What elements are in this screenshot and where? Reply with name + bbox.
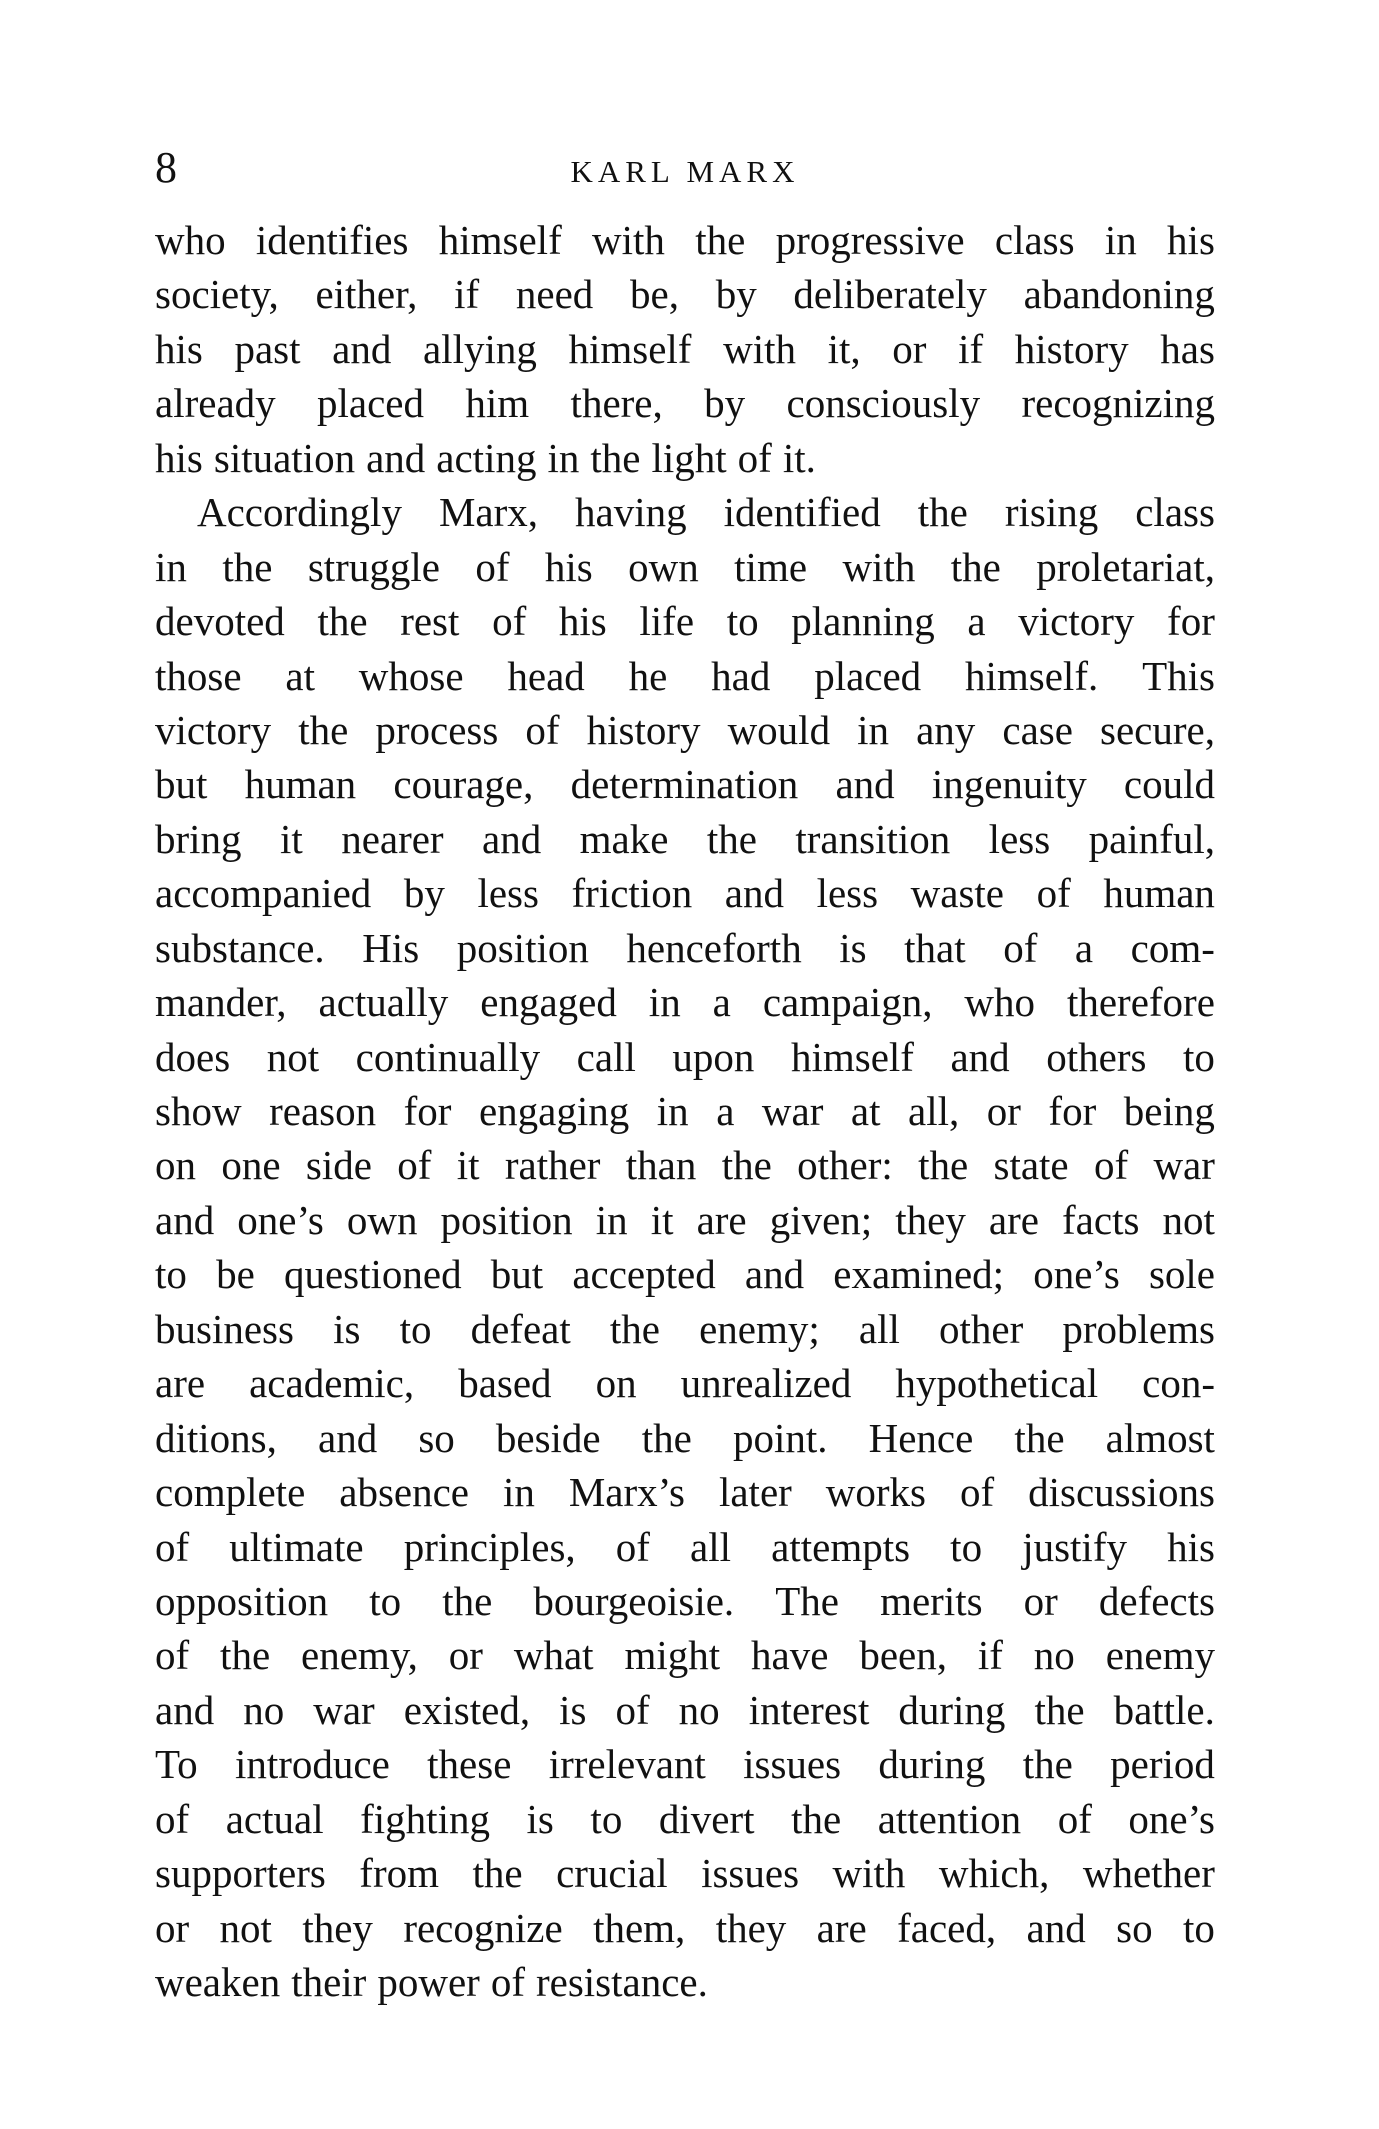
body-text xyxy=(155,213,1215,2009)
text-line: of actual fighting is to divert the attention of one’s xyxy=(155,1795,1215,1842)
text-line: are academic, based on unrealized hypothetical con- xyxy=(155,1360,1215,1407)
text-line: business is to defeat the enemy; all other problems xyxy=(155,1305,1215,1352)
text-line: of the enemy, or what might have been, if no enemy xyxy=(155,1632,1215,1679)
text-line: or not they recognize them, they are faced, and so to xyxy=(155,1904,1215,1951)
text-line: who identifies himself with the progressive class in his xyxy=(155,217,1215,263)
text-line: his past and allying himself with it, or if history has xyxy=(155,325,1215,372)
text-line: show reason for engaging in a war at all, or for being xyxy=(155,1088,1215,1134)
text-line: to be questioned but accepted and examined; one’s sole xyxy=(155,1251,1215,1298)
text-line: complete absence in Marx’s later works of discussions xyxy=(155,1469,1215,1516)
text-line: those at whose head he had placed himself. This xyxy=(155,652,1215,699)
text-line: but human courage, determination and ingenuity could xyxy=(155,761,1215,808)
text-line: opposition to the bourgeoisie. The merits or defects xyxy=(155,1577,1215,1624)
text-line: victory the process of history would in any case secure, xyxy=(155,706,1215,753)
text-line: and one’s own position in it are given; they are facts not xyxy=(155,1196,1215,1243)
page-header xyxy=(155,140,1215,196)
page-number: 8 xyxy=(155,143,177,192)
text-line: mander, actually engaged in a campaign, who therefore xyxy=(155,979,1215,1026)
text-line: To introduce these irrelevant issues during the period xyxy=(155,1741,1215,1788)
text-line: his situation and acting in the light of it. xyxy=(155,434,816,481)
text-line: substance. His position henceforth is that of a com- xyxy=(155,924,1215,971)
text-line: devoted the rest of his life to planning a victory for xyxy=(155,598,1215,645)
text-line: of ultimate principles, of all attempts to justify his xyxy=(155,1523,1215,1570)
running-head: KARL MARX xyxy=(570,154,800,189)
text-line: supporters from the crucial issues with which, whether xyxy=(155,1850,1215,1897)
paragraph xyxy=(155,213,1215,485)
text-line: already placed him there, by consciously recognizing xyxy=(155,380,1215,427)
text-line: does not continually call upon himself and others to xyxy=(155,1033,1215,1080)
text-line: weaken their power of resistance. xyxy=(155,1959,708,2005)
text-line: Accordingly Marx, having identified the rising class xyxy=(197,489,1215,536)
text-line: bring it nearer and make the transition less painful, xyxy=(155,815,1215,862)
text-line: and no war existed, is of no interest during the battle. xyxy=(155,1686,1215,1733)
text-line: on one side of it rather than the other: the state of war xyxy=(155,1142,1215,1189)
text-line: in the struggle of his own time with the proletariat, xyxy=(155,543,1215,590)
text-line: society, either, if need be, by deliberately abandoning xyxy=(155,271,1215,318)
paragraph xyxy=(155,485,1215,2009)
text-line: ditions, and so beside the point. Hence the almost xyxy=(155,1414,1215,1461)
text-line: accompanied by less friction and less waste of human xyxy=(155,870,1215,917)
